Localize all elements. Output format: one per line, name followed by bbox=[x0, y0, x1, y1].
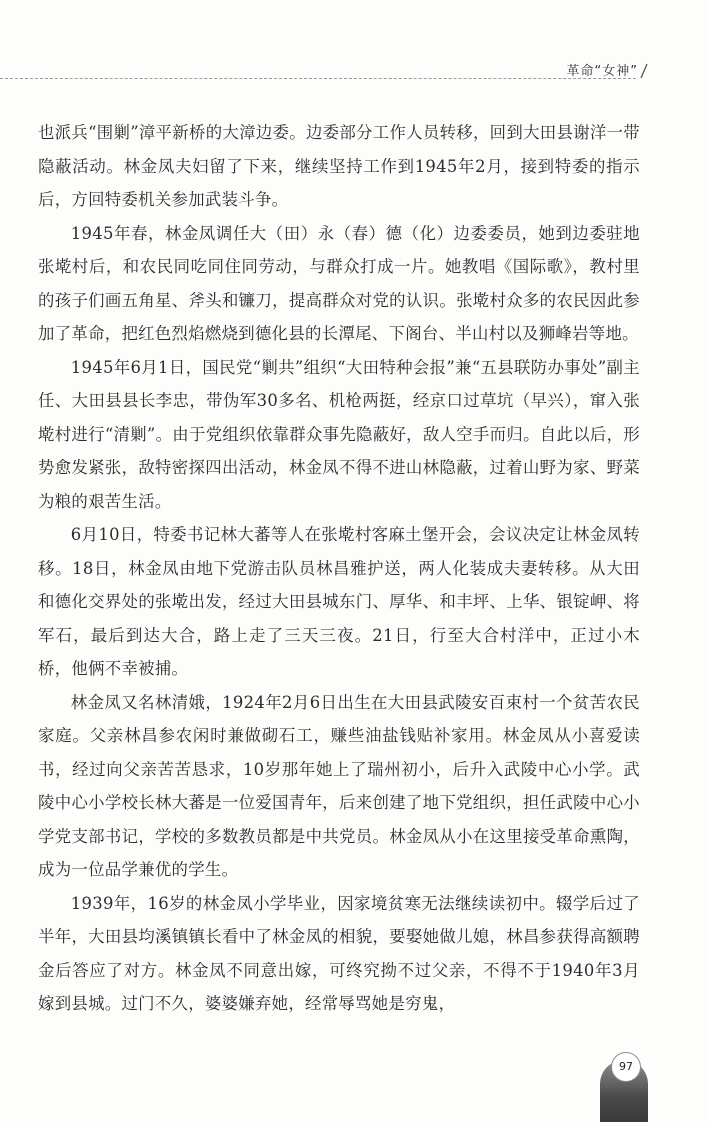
paragraph-2: 1945年春，林金凤调任大（田）永（春）德（化）边委委员，她到边委驻地张墘村后，和农民同吃同住同劳动，与群众打成一片。她教唱《国际歌》，教村里的孩子们画五角星、斧头和镰刀，提高群众对党的认识。张墘村众多的农民因此参加了革命，把红色烈焰燃烧到德化县的长潭尾、下阁台、半山村以及狮峰岩等地。 bbox=[38, 223, 640, 343]
paragraph-1: 也派兵“围剿”漳平新桥的大漳边委。边委部分工作人员转移，回到大田县谢洋一带隐蔽活动。林金凤夫妇留了下来，继续坚持工作到1945年2月，接到特委的指示后，方回特委机关参加武装斗争。 bbox=[38, 123, 640, 209]
header-slash-mark bbox=[638, 62, 650, 80]
header-divider bbox=[0, 78, 636, 79]
paragraph-5: 林金凤又名林清娥，1924年2月6日出生在大田县武陵安百束村一个贫苦农民家庭。父亲林昌参农闲时兼做砌石工，赚些油盐钱贴补家用。林金凤从小喜爱读书，经过向父亲苦苦恳求，10岁那年她上了瑞州初小，后升入武陵中心小学。武陵中心小学校长林大蕃是一位爱国青年，后来创建了地下党组织，担任武陵中心小学党支部书记，学校的多数教员都是中共党员。林金凤从小在这里接受革命熏陶，成为一位品学兼优的学生。 bbox=[38, 692, 640, 879]
body-text bbox=[38, 116, 640, 1021]
page-number: 97 bbox=[611, 1052, 641, 1082]
paragraph-4: 6月10日，特委书记林大蕃等人在张墘村客麻土堡开会，会议决定让林金凤转移。18日，林金凤由地下党游击队员林昌雅护送，两人化装成夫妻转移。从大田和德化交界处的张墘出发，经过大田县城东门、厚华、和丰坪、上华、银锭岬、将军石，最后到达大合，路上走了三天三夜。21日，行至大合村洋中，正过小木桥，他俩不幸被捕。 bbox=[38, 525, 640, 678]
section-title: 革命“女神” bbox=[566, 64, 638, 79]
paragraph-6: 1939年，16岁的林金凤小学毕业，因家境贫寒无法继续读初中。辍学后过了半年，大田县均溪镇镇长看中了林金凤的相貌，要娶她做儿媳，林昌参获得高额聘金后答应了对方。林金凤不同意出嫁，可终究拗不过父亲，不得不于1940年3月嫁到县城。过门不久，婆婆嫌弃她，经常辱骂她是穷鬼， bbox=[38, 893, 640, 1013]
paragraph-3: 1945年6月1日，国民党“剿共”组织“大田特种会报”兼“五县联防办事处”副主任、大田县县长李忠，带伪军30多名、机枪两挺，经京口过草坑（早兴），窜入张墘村进行“清剿”。由于党组织依靠群众事先隐蔽好，敌人空手而归。自此以后，形势愈发紧张，敌特密探四出活动，林金凤不得不进山林隐蔽，过着山野为家、野菜为粮的艰苦生活。 bbox=[38, 357, 640, 511]
